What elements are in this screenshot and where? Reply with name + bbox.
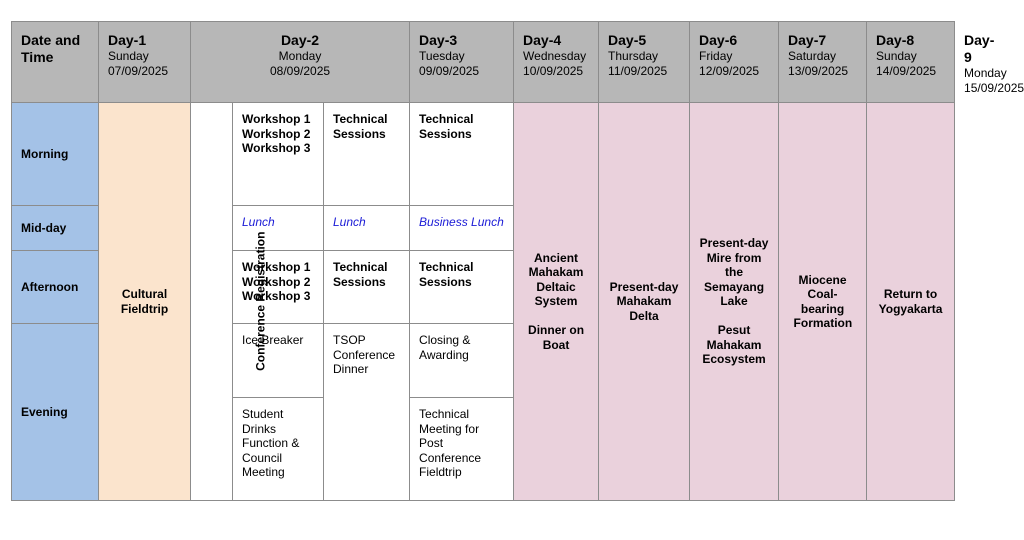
date: 12/09/2025 [699,63,760,78]
weekday: Saturday [788,49,837,63]
date: 14/09/2025 [876,63,937,78]
day1-cultural-fieldtrip: Cultural Fieldtrip [99,103,191,501]
header-day-3 [410,22,514,103]
day9-return: Return to Yogyakarta [867,103,955,501]
day4-business-lunch: Business Lunch [410,206,514,251]
day3-morning-sessions: Technical Sessions [324,103,410,206]
time-evening: Evening [12,324,99,501]
weekday: Thursday [608,49,659,63]
day2-morning-workshops: Workshop 1 Workshop 2 Workshop 3 [233,103,324,206]
day-label: Day-1 [108,32,147,48]
day3-lunch: Lunch [324,206,410,251]
weekday: Tuesday [419,49,465,63]
day4-technical-meeting: Technical Meeting for Post Conference Fieldtrip [410,398,514,501]
time-afternoon: Afternoon [12,251,99,324]
header-date-and-time: Date and Time [12,22,99,103]
header-day-4 [514,22,599,103]
day-label: Day-2 [280,32,320,48]
date: 07/09/2025 [108,63,169,78]
header-day-7 [779,22,867,103]
day7-fieldtrip: Present-day Mire from the Semayang Lake Pesut Mahakam Ecosystem [690,103,779,501]
day2-conference-registration: Conference Registration [191,103,233,501]
day5-fieldtrip: Ancient Mahakam Deltaic System Dinner on Boat [514,103,599,501]
day-label: Day-6 [699,32,738,48]
day4-afternoon-sessions: Technical Sessions [410,251,514,324]
day-label: Day-4 [523,32,562,48]
day2-student-drinks: Student Drinks Function & Council Meeting [233,398,324,501]
day8-fieldtrip: Miocene Coal-bearing Formation [779,103,867,501]
weekday: Friday [699,49,733,63]
header-day-8 [867,22,955,103]
header-day-1 [99,22,191,103]
date: 09/09/2025 [419,63,480,78]
weekday: Wednesday [523,49,587,63]
header-day-5 [599,22,690,103]
date: 11/09/2025 [608,63,668,78]
header-row: Date and Time Day-1 Sunday 07/09/2025 Day-2 Monday 08/09/2025 Day-3 Tuesday 09/09/2025 Day-4 Wednesday 10/09/2025 Day-5 Thursday 11/09/2025 Day-6 Friday 12/09/2025 Day-7 Saturday 13/09/2025 Day-8 Sunday 14/09/2025 Day-9 Monday 15/09/2025 [12,22,955,103]
day-label: Day-5 [608,32,647,48]
weekday: Monday [278,49,322,63]
day2-lunch: Lunch [233,206,324,251]
schedule-table [11,21,1024,501]
header-day-2 [191,22,410,103]
weekday: Monday [964,66,1007,80]
day-label: Day-7 [788,32,827,48]
day2-afternoon-workshops: Workshop 1 Workshop 2 Workshop 3 [233,251,324,324]
day3-conference-dinner: TSOP Conference Dinner [324,324,410,501]
day-label: Day-3 [419,32,458,48]
date: 15/09/2025 [964,80,1024,95]
day4-morning-sessions: Technical Sessions [410,103,514,206]
day4-closing-awarding: Closing & Awarding [410,324,514,398]
date: 13/09/2025 [788,63,849,78]
day6-fieldtrip: Present-day Mahakam Delta [599,103,690,501]
weekday: Sunday [108,49,149,63]
date: 10/09/2025 [523,63,584,78]
morning-row [12,103,955,206]
weekday: Sunday [876,49,917,63]
day2-ice-breaker: Ice Breaker [233,324,324,398]
day-label: Day-8 [876,32,915,48]
time-midday: Mid-day [12,206,99,251]
day3-afternoon-sessions: Technical Sessions [324,251,410,324]
date: 08/09/2025 [269,63,331,78]
time-morning: Morning [12,103,99,206]
header-day-6 [690,22,779,103]
